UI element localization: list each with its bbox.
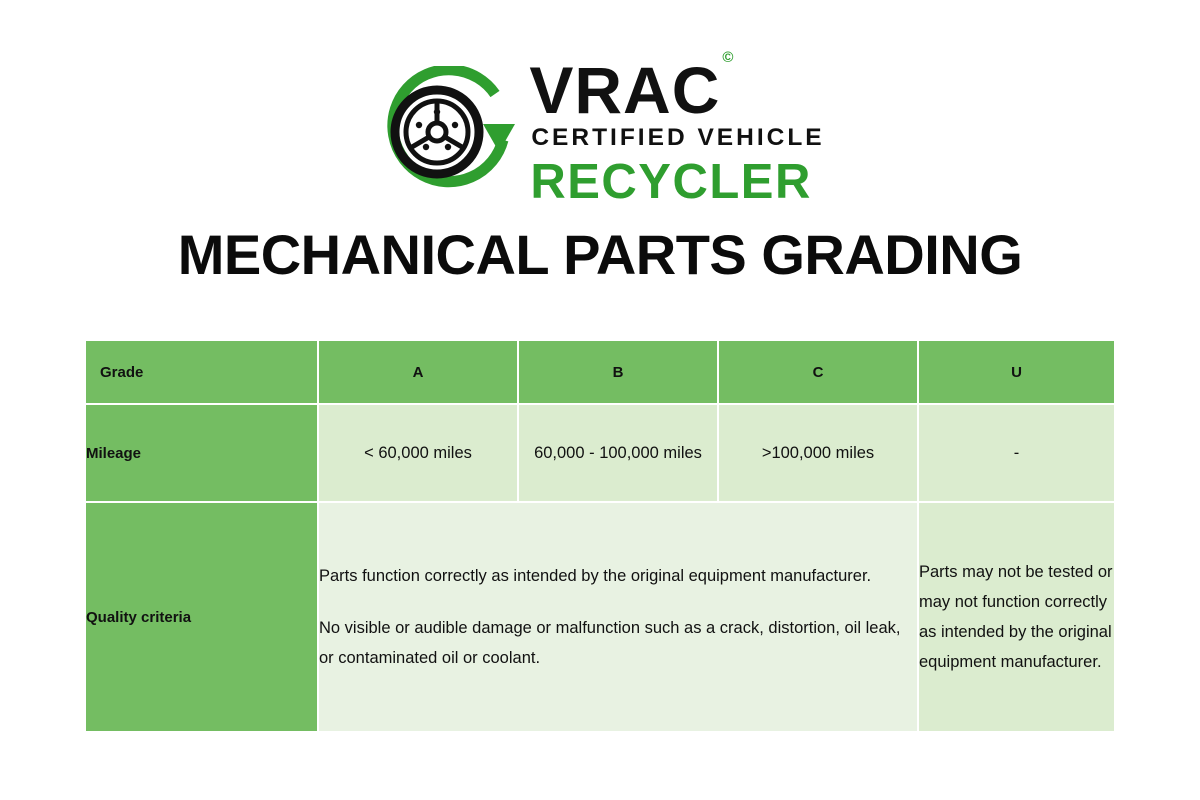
logo-brand-text: VRAC [529, 53, 721, 127]
quality-criteria-abc-cell [318, 502, 918, 731]
logo-tagline-line1: CERTIFIED VEHICLE [531, 124, 825, 151]
brand-logo [0, 49, 1200, 210]
table-row-mileage [86, 404, 1114, 502]
logo-brand [529, 49, 824, 127]
header-cell-c: C [718, 341, 918, 404]
logo-wordmark [529, 49, 825, 210]
header-cell-a: A [318, 341, 518, 404]
quality-criteria-paragraph-2: No visible or audible damage or malfunction such as a crack, distortion, oil leak, or contaminated oil or coolant. [319, 619, 901, 667]
copyright-icon: © [722, 49, 735, 66]
header-cell-u: U [918, 341, 1114, 404]
header-cell-b: B [518, 341, 718, 404]
table-row-quality-criteria [86, 502, 1114, 731]
logo-tagline-line2: RECYCLER [530, 155, 812, 209]
row-label-quality-criteria: Quality criteria [86, 502, 318, 731]
logo-inner [375, 49, 825, 210]
mileage-cell-u: - [918, 404, 1114, 502]
wheel-recycle-arrow-logo-icon [375, 66, 515, 196]
quality-criteria-u-cell: Parts may not be tested or may not function correctly as intended by the original equipment manufacturer. [918, 502, 1114, 731]
row-label-mileage: Mileage [86, 404, 318, 502]
page-title: MECHANICAL PARTS GRADING [177, 223, 1023, 286]
header-cell-grade: Grade [86, 341, 318, 404]
mileage-cell-a: < 60,000 miles [318, 404, 518, 502]
quality-criteria-paragraph-1: Parts function correctly as intended by the original equipment manufacturer. [319, 567, 872, 585]
mileage-cell-b: 60,000 - 100,000 miles [518, 404, 718, 502]
mileage-cell-c: >100,000 miles [718, 404, 918, 502]
grading-table [86, 341, 1114, 731]
table-header-row [86, 341, 1114, 404]
